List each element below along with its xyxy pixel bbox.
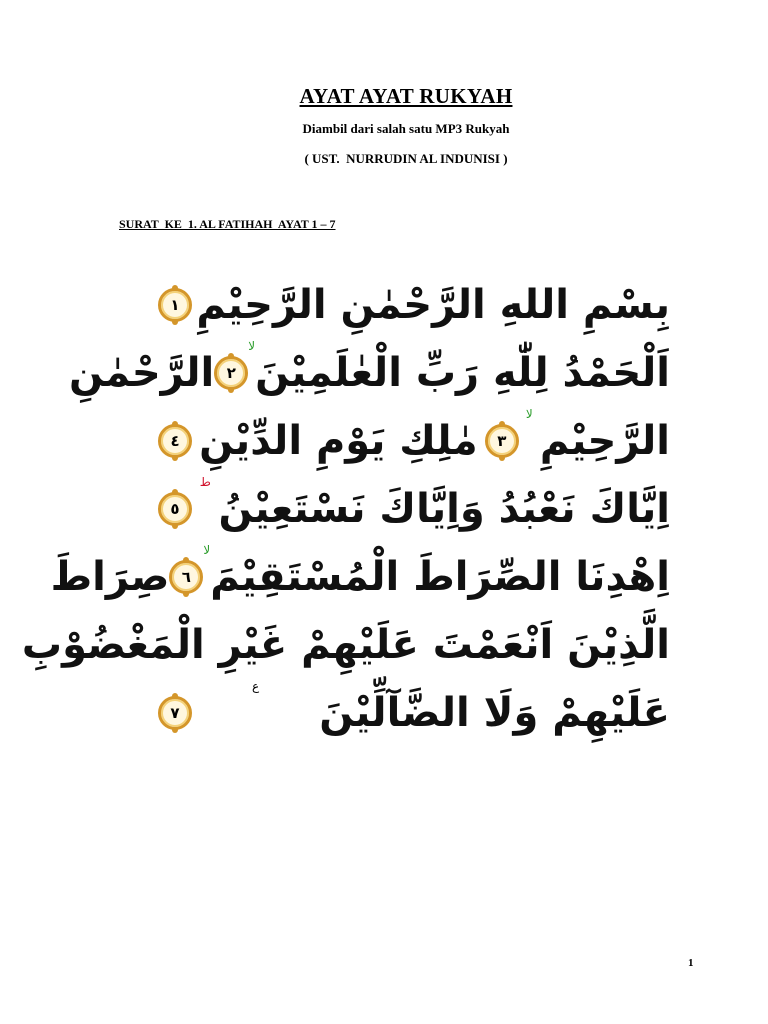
verse-line-4 — [158, 476, 670, 542]
verse-line-1 — [158, 272, 670, 338]
verse-line-6 — [21, 612, 670, 678]
verse-number: ٦ — [181, 567, 191, 586]
verse-text: الَّذِيْنَ اَنْعَمْتَ عَلَيْهِمْ غَيْرِ الْمَغْضُوْبِ — [21, 622, 670, 668]
document-title: AYAT AYAT RUKYAH — [299, 84, 513, 108]
verse-number: ١ — [170, 295, 180, 314]
waqf-sign: لا — [203, 543, 211, 557]
page-number: 1 — [688, 957, 694, 969]
verse-number: ٤ — [170, 431, 180, 450]
document-subtitle: Diambil dari salah satu MP3 Rukyah — [302, 121, 510, 136]
al-fatihah-verses-image — [21, 272, 678, 752]
verse-number-marker-icon — [158, 696, 192, 730]
verse-text: صِرَاطَ — [50, 554, 170, 600]
verse-number: ٧ — [170, 703, 180, 722]
verse-text: اِهْدِنَا الصِّرَاطَ الْمُسْتَقِيْمَ — [210, 554, 670, 600]
verse-text: بِسْمِ اللهِ الرَّحْمٰنِ الرَّحِيْمِ — [196, 282, 670, 328]
document-credit: ( UST. NURRUDIN AL INDUNISI ) — [304, 151, 508, 166]
verse-number-marker-icon — [158, 288, 192, 322]
verse-text: اَلْحَمْدُ لِلّٰهِ رَبِّ الْعٰلَمِيْنَ — [255, 350, 670, 396]
verse-number-marker-icon — [169, 560, 203, 594]
verse-text: مٰلِكِ يَوْمِ الدِّيْنِ — [199, 418, 478, 464]
section-heading: SURAT KE 1. AL FATIHAH AYAT 1 – 7 — [119, 217, 336, 231]
waqf-sign: ط — [199, 475, 211, 489]
verse-line-3 — [158, 408, 670, 474]
verse-text: الرَّحِيْمِ — [539, 418, 670, 464]
verse-number-marker-icon — [214, 356, 248, 390]
verse-text: اِيَّاكَ نَعْبُدُ وَاِيَّاكَ نَسْتَعِيْنُ — [218, 486, 670, 532]
verse-number: ٢ — [226, 363, 236, 382]
verse-line-7 — [158, 680, 670, 746]
verse-number: ٣ — [497, 431, 507, 450]
verse-number-marker-icon — [485, 424, 519, 458]
waqf-sign: لا — [248, 339, 256, 353]
verse-line-5 — [50, 543, 670, 610]
waqf-sign: ع — [252, 679, 260, 693]
verse-number-marker-icon — [158, 424, 192, 458]
verse-text: الرَّحْمٰنِ — [69, 350, 215, 396]
waqf-sign: لا — [525, 407, 533, 421]
verse-line-2 — [69, 339, 670, 406]
verse-number: ٥ — [170, 499, 180, 518]
verse-number-marker-icon — [158, 492, 192, 526]
verse-text: عَلَيْهِمْ وَلَا الضَّآلِّيْنَ — [319, 690, 670, 736]
